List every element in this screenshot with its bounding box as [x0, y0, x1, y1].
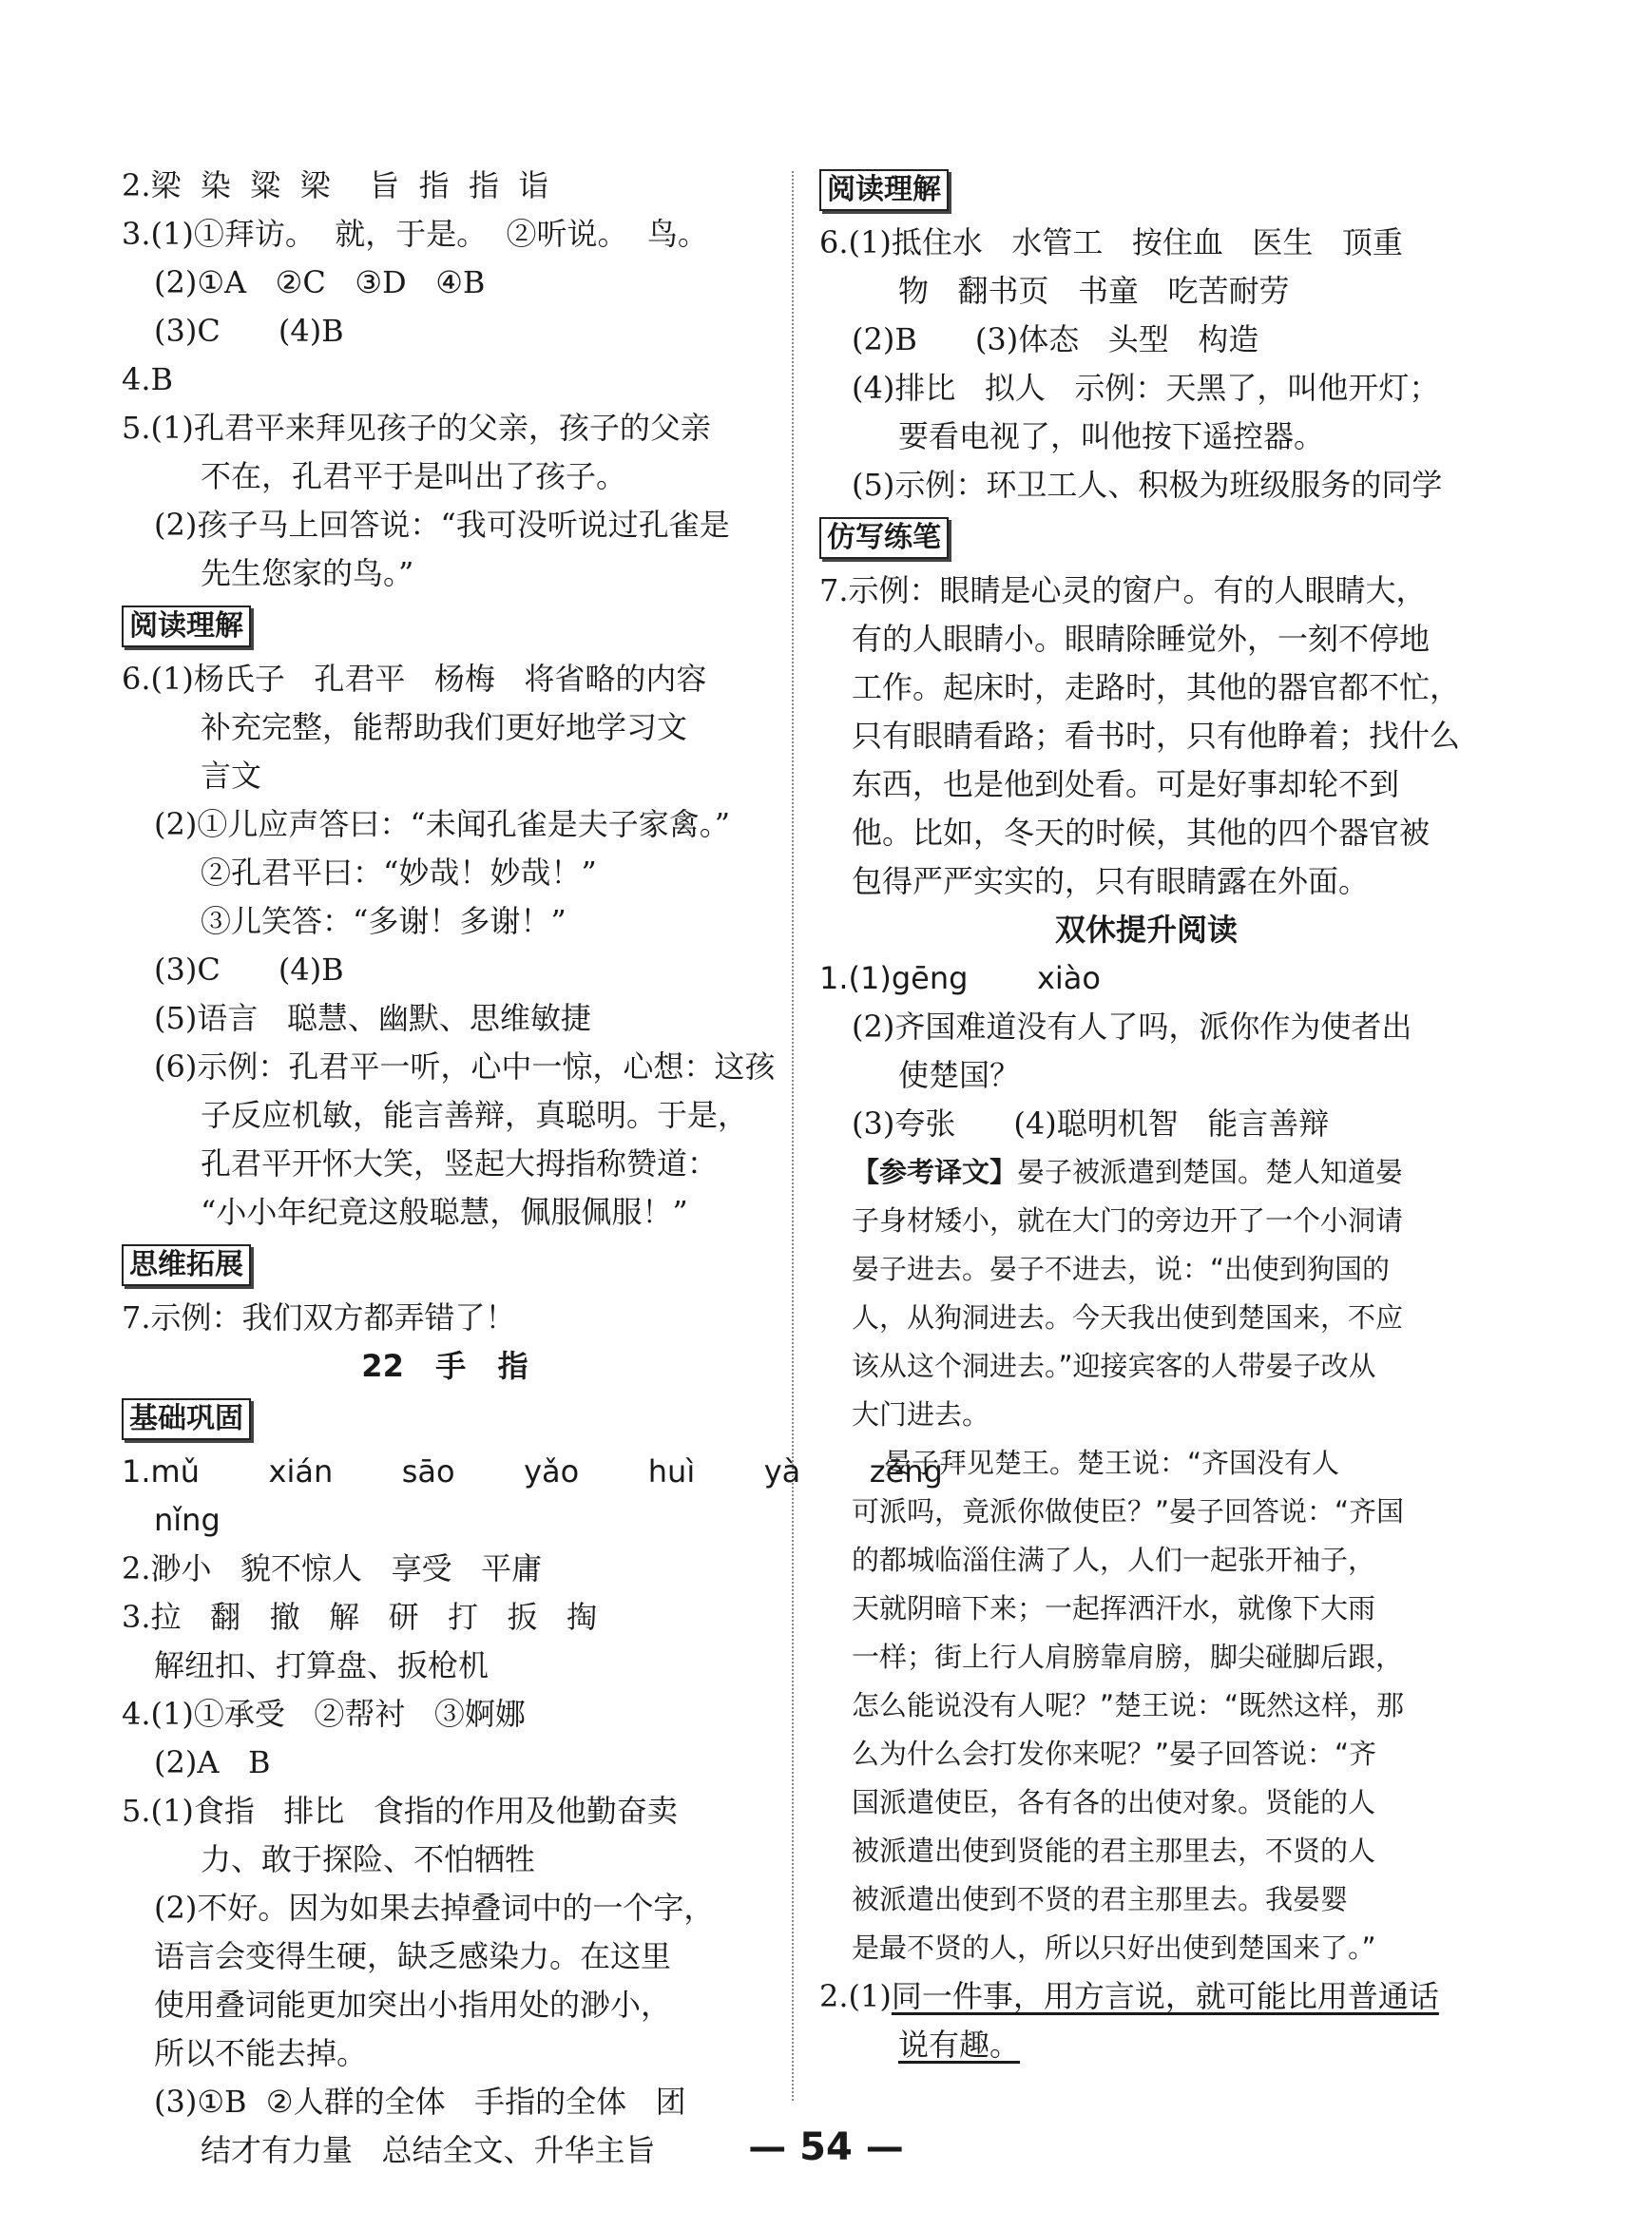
answer-line: 有的人眼睛小。眼睛除睡觉外，一刻不停地: [852, 621, 1431, 657]
translation-line: 一样；街上行人肩膀靠肩膀，脚尖碰脚后跟，: [852, 1641, 1404, 1673]
translation-line: 被派遣出使到不贤的君主那里去。我晏婴: [852, 1883, 1349, 1915]
answer-line: 4.B: [122, 361, 174, 397]
section-label-basics: 基础巩固: [122, 1398, 251, 1440]
answer-line: 他。比如，冬天的时候，其他的四个器官被: [852, 815, 1431, 851]
pinyin-line: nǐng: [154, 1502, 221, 1538]
answer-line: 只有眼睛看路；看书时，只有他睁着；找什么: [852, 718, 1461, 754]
answer-line: 物 翻书页 书童 吃苦耐劳: [898, 273, 1290, 309]
reading-title: 双休提升阅读: [1054, 912, 1238, 948]
answer-line: (5)语言 聪慧、幽默、思维敏捷: [154, 1000, 591, 1036]
answer-line: (2)孩子马上回答说：“我可没听说过孔雀是: [154, 507, 730, 543]
translation-line: 可派吗，竟派你做使臣？”晏子回答说：“齐国: [852, 1495, 1405, 1528]
answer-line: 4.(1)①承受 ②帮衬 ③婀娜: [122, 1696, 526, 1732]
answer-line: (2)A B: [154, 1744, 271, 1780]
answer-line: 要看电视了，叫他按下遥控器。: [898, 418, 1325, 454]
answer-line: (3)①B ②人群的全体 手指的全体 团: [154, 2084, 686, 2120]
translation-line: 晏子进去。晏子不进去，说：“出使到狗国的: [852, 1253, 1391, 1285]
answer-line: 子反应机敏，能言善辩，真聪明。于是，: [201, 1097, 749, 1133]
answer-line: (3)C (4)B: [154, 313, 344, 349]
answer-line: 使用叠词能更加突出小指用处的渺小，: [154, 1987, 672, 2023]
answer-line: 补充完整，能帮助我们更好地学习文: [201, 709, 688, 745]
translation-line: 是最不贤的人，所以只好出使到楚国来了。”: [852, 1932, 1376, 1964]
question-prefix: 2.(1): [819, 1978, 892, 2014]
translation-line: 该从这个洞进去。”迎接宾客的人带晏子改从: [852, 1350, 1376, 1382]
answer-line: 先生您家的鸟。”: [201, 555, 414, 591]
answer-line: ③儿笑答：“多谢！多谢！”: [201, 903, 567, 939]
section-label-reading: 阅读理解: [819, 169, 949, 211]
underlined-answer: 同一件事，用方言说，就可能比用普通话: [891, 1978, 1439, 2014]
pinyin-line: 1.mǔ xián sāo yǎo huì yà zēng: [122, 1453, 943, 1490]
answer-line: 使楚国？: [898, 1057, 1021, 1093]
answer-line: 3.(1)①拜访。 就，于是。 ②听说。 鸟。: [122, 216, 708, 252]
column-divider: [792, 171, 794, 2101]
answer-line: “小小年纪竟这般聪慧，佩服佩服！”: [201, 1194, 688, 1230]
translation-line: 大门进去。: [852, 1398, 990, 1431]
answer-line: ②孔君平曰：“妙哉！妙哉！”: [201, 855, 597, 891]
answer-line: 5.(1)食指 排比 食指的作用及他勤奋卖: [122, 1793, 678, 1829]
translation-text: 晏子被派遣到楚国。楚人知道晏: [1017, 1156, 1404, 1188]
section-header: [122, 1237, 768, 1294]
answer-line: (2)①儿应声答曰：“未闻孔雀是夫子家禽。”: [154, 806, 731, 842]
section-label-thinking: 思维拓展: [122, 1244, 251, 1286]
answer-line: 力、敢于探险、不怕牺牲: [201, 1841, 536, 1877]
answer-line: 1.(1)gēng xiào: [819, 960, 1101, 996]
answer-line: (6)示例：孔君平一听，心中一惊，心想：这孩: [154, 1048, 776, 1085]
answer-line: 包得严严实实的，只有眼睛露在外面。: [852, 863, 1370, 899]
section-label-reading: 阅读理解: [122, 606, 251, 647]
translation-line: 晏子拜见楚王。楚王说：“齐国没有人: [884, 1447, 1340, 1479]
answer-line: 孔君平开怀大笑，竖起大拇指称赞道：: [201, 1145, 719, 1182]
translation-line: 子身材矮小，就在大门的旁边开了一个小洞请: [852, 1204, 1404, 1237]
translation-tag: 【参考译文】: [852, 1156, 1018, 1188]
answer-line: (2)不好。因为如果去掉叠词中的一个字，: [154, 1890, 715, 1926]
answer-line: 3.拉 翻 撤 解 研 打 扳 掏: [122, 1599, 598, 1635]
answer-line: 所以不能去掉。: [154, 2035, 368, 2071]
translation-line: 被派遣出使到贤能的君主那里去，不贤的人: [852, 1835, 1376, 1867]
answer-line: 2.渺小 貌不惊人 享受 平庸: [122, 1550, 543, 1586]
section-header: [122, 1391, 768, 1448]
answer-line: 6.(1)抵住水 水管工 按住血 医生 顶重: [819, 224, 1403, 260]
translation-line: [819, 1148, 1473, 1197]
answer-line: (3)夸张 (4)聪明机智 能言善辩: [852, 1105, 1330, 1142]
answer-line: (4)排比 拟人 示例：天黑了，叫他开灯；: [852, 370, 1440, 406]
section-header: [819, 509, 1473, 567]
translation-line: 怎么能说没有人呢？”楚王说：“既然这样，那: [852, 1689, 1405, 1721]
answer-line: (2)①A ②C ③D ④B: [154, 264, 486, 300]
translation-line: 国派遣使臣，各有各的出使对象。贤能的人: [852, 1786, 1376, 1818]
answer-line: 解纽扣、打算盘、扳枪机: [154, 1647, 490, 1683]
answer-line: [819, 1972, 1473, 2021]
section-label-writing: 仿写练笔: [819, 517, 949, 559]
translation-line: 的都城临淄住满了人，人们一起张开袖子，: [852, 1544, 1376, 1576]
translation-line: 天就阴暗下来；一起挥洒汗水，就像下大雨: [852, 1592, 1376, 1624]
section-header: [122, 598, 768, 655]
answer-line: (2)齐国难道没有人了吗，派你作为使者出: [852, 1009, 1412, 1045]
answer-line: 6.(1)杨氏子 孔君平 杨梅 将省略的内容: [122, 661, 707, 697]
answer-line: (5)示例：环卫工人、积极为班级服务的同学: [852, 467, 1443, 503]
answer-line: 语言会变得生硬，缺乏感染力。在这里: [154, 1938, 672, 1974]
answer-line: 2.梁 染 粱 梁 旨 指 指 诣: [122, 167, 549, 203]
answer-line: 言文: [201, 758, 262, 794]
answer-line: 7.示例：我们双方都弄错了！: [122, 1299, 516, 1336]
lesson-title: 22 手 指: [361, 1348, 528, 1384]
answer-line: 不在，孔君平于是叫出了孩子。: [201, 458, 627, 494]
answer-line: 东西，也是他到处看。可是好事却轮不到: [852, 766, 1400, 802]
right-column: [819, 162, 1473, 2069]
translation-line: 人，从狗洞进去。今天我出使到楚国来，不应: [852, 1301, 1404, 1334]
answer-line: 7.示例：眼睛是心灵的窗户。有的人眼睛大，: [819, 572, 1427, 608]
section-header: [819, 162, 1473, 219]
page-number: — 54 —: [748, 2125, 904, 2169]
answer-line: [819, 2021, 1473, 2069]
answer-line: 工作。起床时，走路时，其他的器官都不忙，: [852, 669, 1461, 705]
underlined-answer: 说有趣。: [898, 2027, 1021, 2063]
answer-line: (2)B (3)体态 头型 构造: [852, 321, 1259, 357]
answer-line: 5.(1)孔君平来拜见孩子的父亲，孩子的父亲: [122, 410, 711, 446]
translation-line: 么为什么会打发你来呢？”晏子回答说：“齐: [852, 1738, 1377, 1770]
answer-line: (3)C (4)B: [154, 952, 344, 988]
answer-line: 结才有力量 总结全文、升华主旨: [201, 2132, 656, 2168]
